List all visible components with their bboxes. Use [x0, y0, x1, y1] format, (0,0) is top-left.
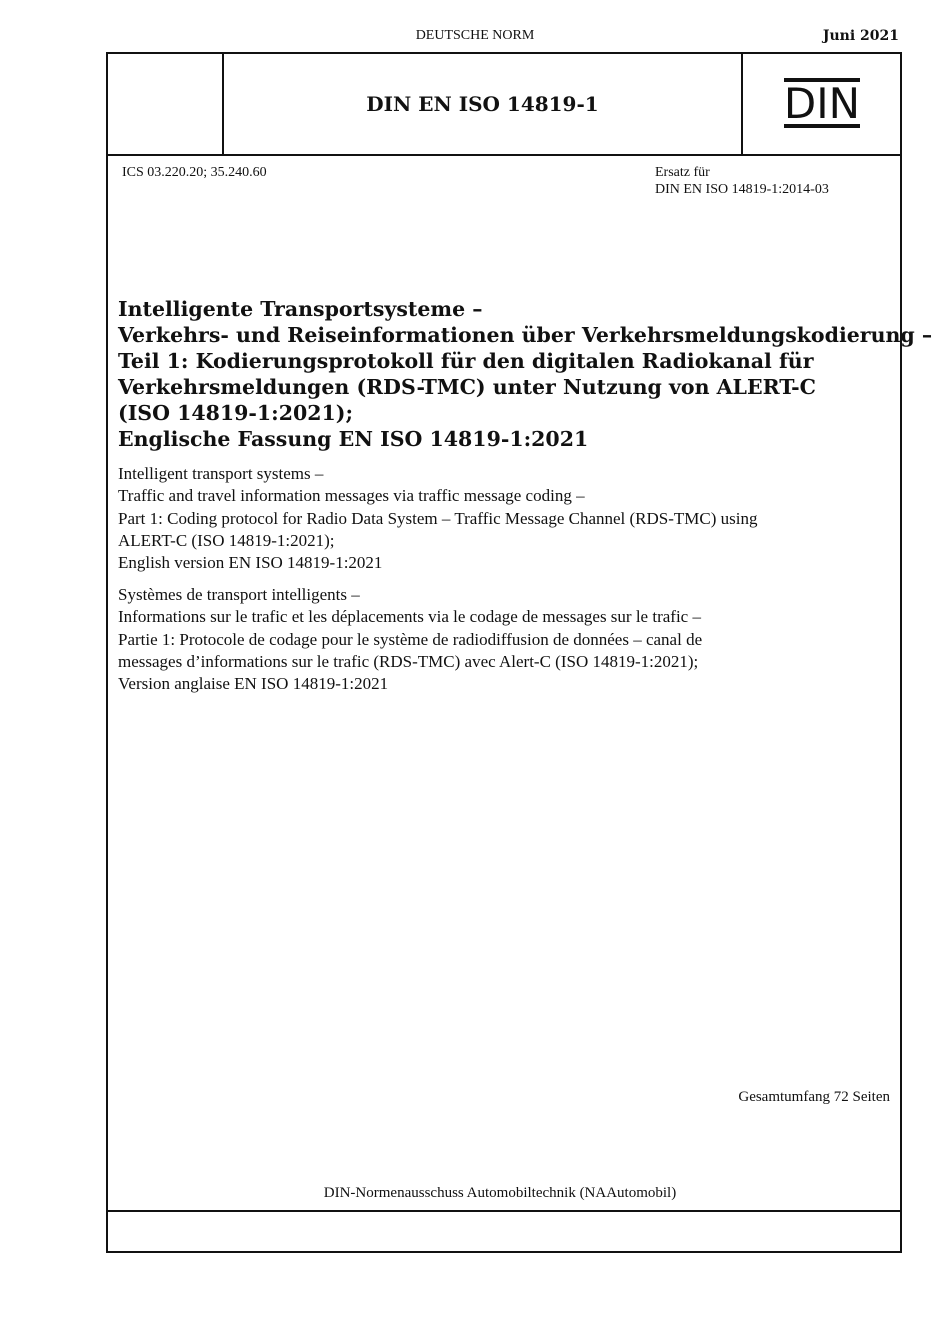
title-german-line: Intelligente Transportsysteme –: [118, 297, 483, 321]
title-english-line: Traffic and travel information messages via traffic message coding –: [118, 486, 585, 506]
title-german-line: (ISO 14819-1:2021);: [118, 401, 354, 425]
header-row: [108, 54, 900, 156]
title-french: [118, 584, 893, 695]
ics-codes: ICS 03.220.20; 35.240.60: [122, 165, 267, 180]
document-type: DEUTSCHE NORM: [415, 28, 535, 43]
title-english-line: Intelligent transport systems –: [118, 464, 324, 483]
title-english: [118, 463, 893, 574]
replaces-label: Ersatz für: [655, 165, 710, 180]
footer-rule: [108, 1210, 900, 1212]
title-german-line: Verkehrs- und Reiseinformationen über Verkehrsmeldungskodierung –: [118, 323, 933, 347]
standard-number: DIN EN ISO 14819-1: [224, 54, 743, 154]
publication-date: Juni 2021: [822, 28, 899, 44]
replaces-block: [655, 164, 829, 198]
din-logo-mark: [782, 76, 862, 132]
din-logo: [743, 54, 900, 154]
header-blank-cell: [108, 54, 224, 154]
title-german-line: Teil 1: Kodierungsprotokoll für den digitalen Radiokanal für: [118, 349, 814, 373]
title-german: [118, 296, 933, 452]
title-french-line: Informations sur le trafic et les déplacements via le codage de messages sur le trafic –: [118, 607, 701, 627]
title-english-line: Part 1: Coding protocol for Radio Data System – Traffic Message Channel (RDS-TMC) using: [118, 508, 758, 528]
title-french-line: Version anglaise EN ISO 14819-1:2021: [118, 674, 389, 694]
title-german-line: Englische Fassung EN ISO 14819-1:2021: [118, 427, 589, 451]
title-english-line: English version EN ISO 14819-1:2021: [118, 553, 383, 573]
title-french-line: Systèmes de transport intelligents –: [118, 585, 360, 604]
replaces-value: DIN EN ISO 14819-1:2014-03: [655, 182, 829, 197]
total-pages: Gesamtumfang 72 Seiten: [738, 1089, 890, 1105]
title-german-line: Verkehrsmeldungen (RDS-TMC) unter Nutzung von ALERT-C: [118, 375, 816, 399]
committee-name: DIN-Normenausschuss Automobiltechnik (NAAutomobil): [323, 1185, 677, 1201]
title-french-line: Partie 1: Protocole de codage pour le système de radiodiffusion de données – canal de: [118, 629, 703, 649]
title-french-line: messages d’informations sur le trafic (RDS-TMC) avec Alert-C (ISO 14819-1:2021);: [118, 651, 699, 671]
svg-text:DIN: DIN: [783, 79, 860, 128]
title-english-line: ALERT-C (ISO 14819-1:2021);: [118, 530, 335, 550]
